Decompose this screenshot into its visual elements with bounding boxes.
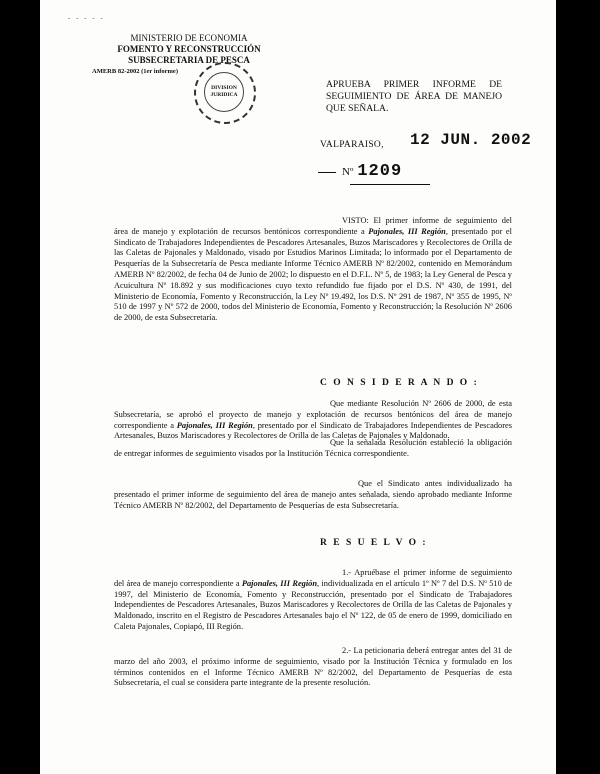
header-line-3: SUBSECRETARIA DE PESCA [128,55,250,65]
place-label: VALPARAISO, [320,140,384,150]
resuelvo-1-text-b: , individualizada en el artículo 1º Nº 7 del D.S. Nº 510 de 1997, del Ministerio de Economía, Fomento y Reconstrucción, presentado por el Sindicato de Trabajadores Independientes de Pescadores Artesanales, Buzos Mariscadores y Recolectores de Orilla de las Caletas de Pajonales y Maldonado, inscrito en el Registro de Pescadores Artesanales bajo el Nº 122, de 05 de enero de 1999, domiciliado en Caleta Pajonales, Copiapó, III Región. [114,578,512,631]
considerando-2: Que la señalada Resolución estableció la obligación de entregar informes de seguimiento visados por la Institución Técnica correspondiente. [114,438,512,458]
official-stamp [194,62,256,124]
date-stamp: 12 JUN. 2002 [410,131,532,149]
ministry-header [92,33,264,75]
visto-paragraph [114,216,512,324]
considerando-1-text-a: Que mediante Resolución Nº 2606 de 2000, de esta Subsecretaría, se aprobó el proyecto de manejo y explotación de recursos bentónicos del área de manejo correspondiente a [114,399,512,430]
considerando-1-text-b: , presentado por el Sindicato de Trabajadores Independientes de Pescadores Artesanales, Buzos Mariscadores y Recolectores de Orilla de las Caletas de Pajonales y Maldonado. [114,420,512,441]
number-dash [318,172,336,173]
document-subject: APRUEBA PRIMER INFORME DE SEGUIMIENTO DE ÁREA DE MANEJO QUE SEÑALA. [326,79,502,114]
considerando-heading: C O N S I D E R A N D O : [320,378,479,388]
number-underline [350,184,430,185]
header-line-2: FOMENTO Y RECONSTRUCCIÓN [117,44,261,54]
visto-text-1: VISTO: El primer informe de seguimiento del área de manejo y explotación de recursos bentónicos correspondiente a [114,216,512,236]
resuelvo-2: 2.- La peticionaria deberá entregar antes del 31 de marzo del año 2003, el próximo informe de seguimiento, visado por la Institución Técnica y formulado en los términos contenidos en el Informe Técnico AMERB Nº 82/2002, del Departamento de Pesquerías de esta Subsecretaría, el cual se considera parte integrante de la presente resolución. [114,646,512,688]
header-line-1: MINISTERIO DE ECONOMIA [130,33,248,43]
resuelvo-1-sector: Pajonales, III Región [241,578,318,588]
number-label: Nº [342,166,354,178]
resuelvo-1-text-a: 1.- Apruébase el primer informe de seguimiento del área de manejo correspondiente a [114,568,512,588]
edge-mark: - - - - - [68,14,105,22]
resolution-number [318,162,402,181]
considerando-3: Que el Sindicato antes individualizado ha presentado el primer informe de seguimiento del área de manejo antes señalada, siendo aprobado mediante Informe Técnico AMERB Nº 82/2002, del Departamento de Pesquerías de esta Subsecretaría. [114,479,512,510]
stamp-text: DIVISION JURIDICA [204,72,244,112]
visto-text-2: , presentado por el Sindicato de Trabajadores Independientes de Pescadores Artesanales, Buzos Mariscadores y Recolectores de Orilla de las Caletas de Pajonales y Maldonado, visado por Estudios Marinos Limitada; lo informado por el Departamento de Pesquerías de la Subsecretaría de Pesca mediante Informe Técnico AMERB Nº 82/2002, contenido en Memorándum AMERB Nº 82/2002, de fecha 04 de Junio de 2002; lo dispuesto en el D.F.L. Nº 5, de 1983; la Ley General de Pesca y Acuicultura Nº 18.892 y sus modificaciones cuyo texto refundido fue fijado por el D.S. Nº 430, de 1991, del Ministerio de Economía, Fomento y Reconstrucción, la Ley Nº 19.492, los D.S. Nº 291 de 1987, Nº 355 de 1995, Nº 510 de 1997 y Nº 572 de 2000, todos del Ministerio de Economía, Fomento y Reconstrucción; la Resolución Nº 2606 de 2000, de esta Subsecretaría. [114,226,512,323]
number-value: 1209 [357,162,403,181]
resuelvo-1 [114,568,512,633]
considerando-1-sector: Pajonales, III Región [176,420,253,430]
resuelvo-heading: R E S U E L V O : [320,538,428,548]
visto-sector: Pajonales, III Región [368,226,446,236]
document-page [40,0,556,774]
considerando-1 [114,399,512,442]
header-line-4: AMERB 82-2002 (1er informe) [92,68,178,75]
